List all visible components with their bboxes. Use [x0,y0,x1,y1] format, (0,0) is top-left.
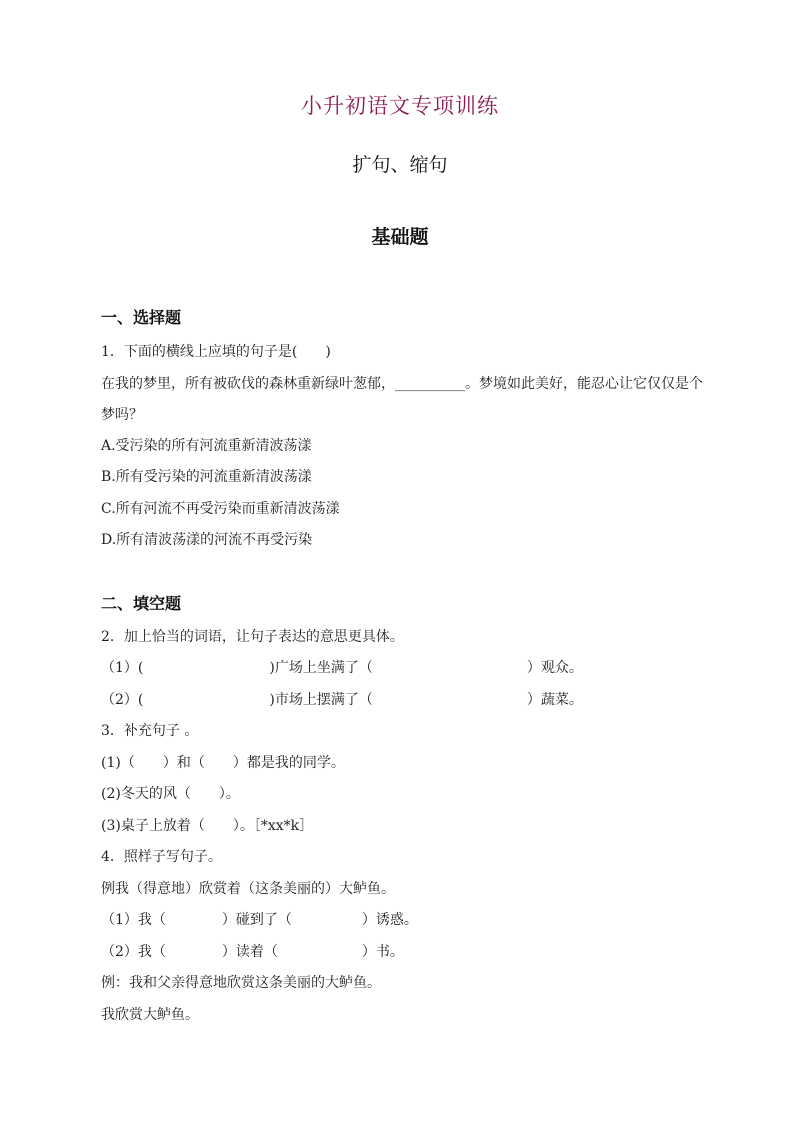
question-4-example: 例我（得意地）欣赏着（这条美丽的）大鲈鱼。 [101,881,395,897]
question-4-item-1: （1）我（ ）碰到了（ ）诱惑。 [101,912,418,928]
option-c: C.所有河流不再受污染而重新清波荡漾 [101,501,340,517]
section-heading-choice: 一、选择题 [101,308,182,327]
question-3-item-3: (3)桌子上放着（ ）。［*xx*k］ [101,818,314,834]
question-1-context: 在我的梦里，所有被砍伐的森林重新绿叶葱郁，__________。梦境如此美好，能忍心让它仅仅是个 [101,376,703,392]
topic-title: 扩句、缩句 [352,154,448,176]
question-4-stem: 4．照样子写句子。 [101,849,222,865]
question-4-example-2-result: 我欣赏大鲈鱼。 [101,1007,199,1023]
question-1-context-cont: 梦吗？ [101,407,143,423]
option-b: B.所有受污染的河流重新清波荡漾 [101,469,312,485]
question-3-stem: 3．补充句子 。 [101,723,199,739]
question-2-stem: 2．加上恰当的词语，让句子表达的意思更具体。 [101,629,404,645]
question-3-item-2: (2)冬天的风（ ）。 [101,786,240,802]
level-title: 基础题 [371,226,429,248]
question-2-item-1: （1）( )广场上坐满了（ ）观众。 [101,660,583,676]
option-d: D.所有清波荡漾的河流不再受污染 [101,532,313,548]
option-a: A.受污染的所有河流重新清波荡漾 [101,438,312,454]
question-3-item-1: (1)（ ）和（ ）都是我的同学。 [101,755,345,771]
question-1-stem: 1．下面的横线上应填的句子是( ) [101,344,331,360]
section-heading-fill: 二、填空题 [101,594,182,613]
document-title: 小升初语文专项训练 [301,94,499,118]
question-4-example-2: 例：我和父亲得意地欣赏这条美丽的大鲈鱼。 [101,975,381,991]
question-4-item-2: （2）我（ ）读着（ ）书。 [101,944,404,960]
question-2-item-2: （2）( )市场上摆满了（ ）蔬菜。 [101,692,583,708]
